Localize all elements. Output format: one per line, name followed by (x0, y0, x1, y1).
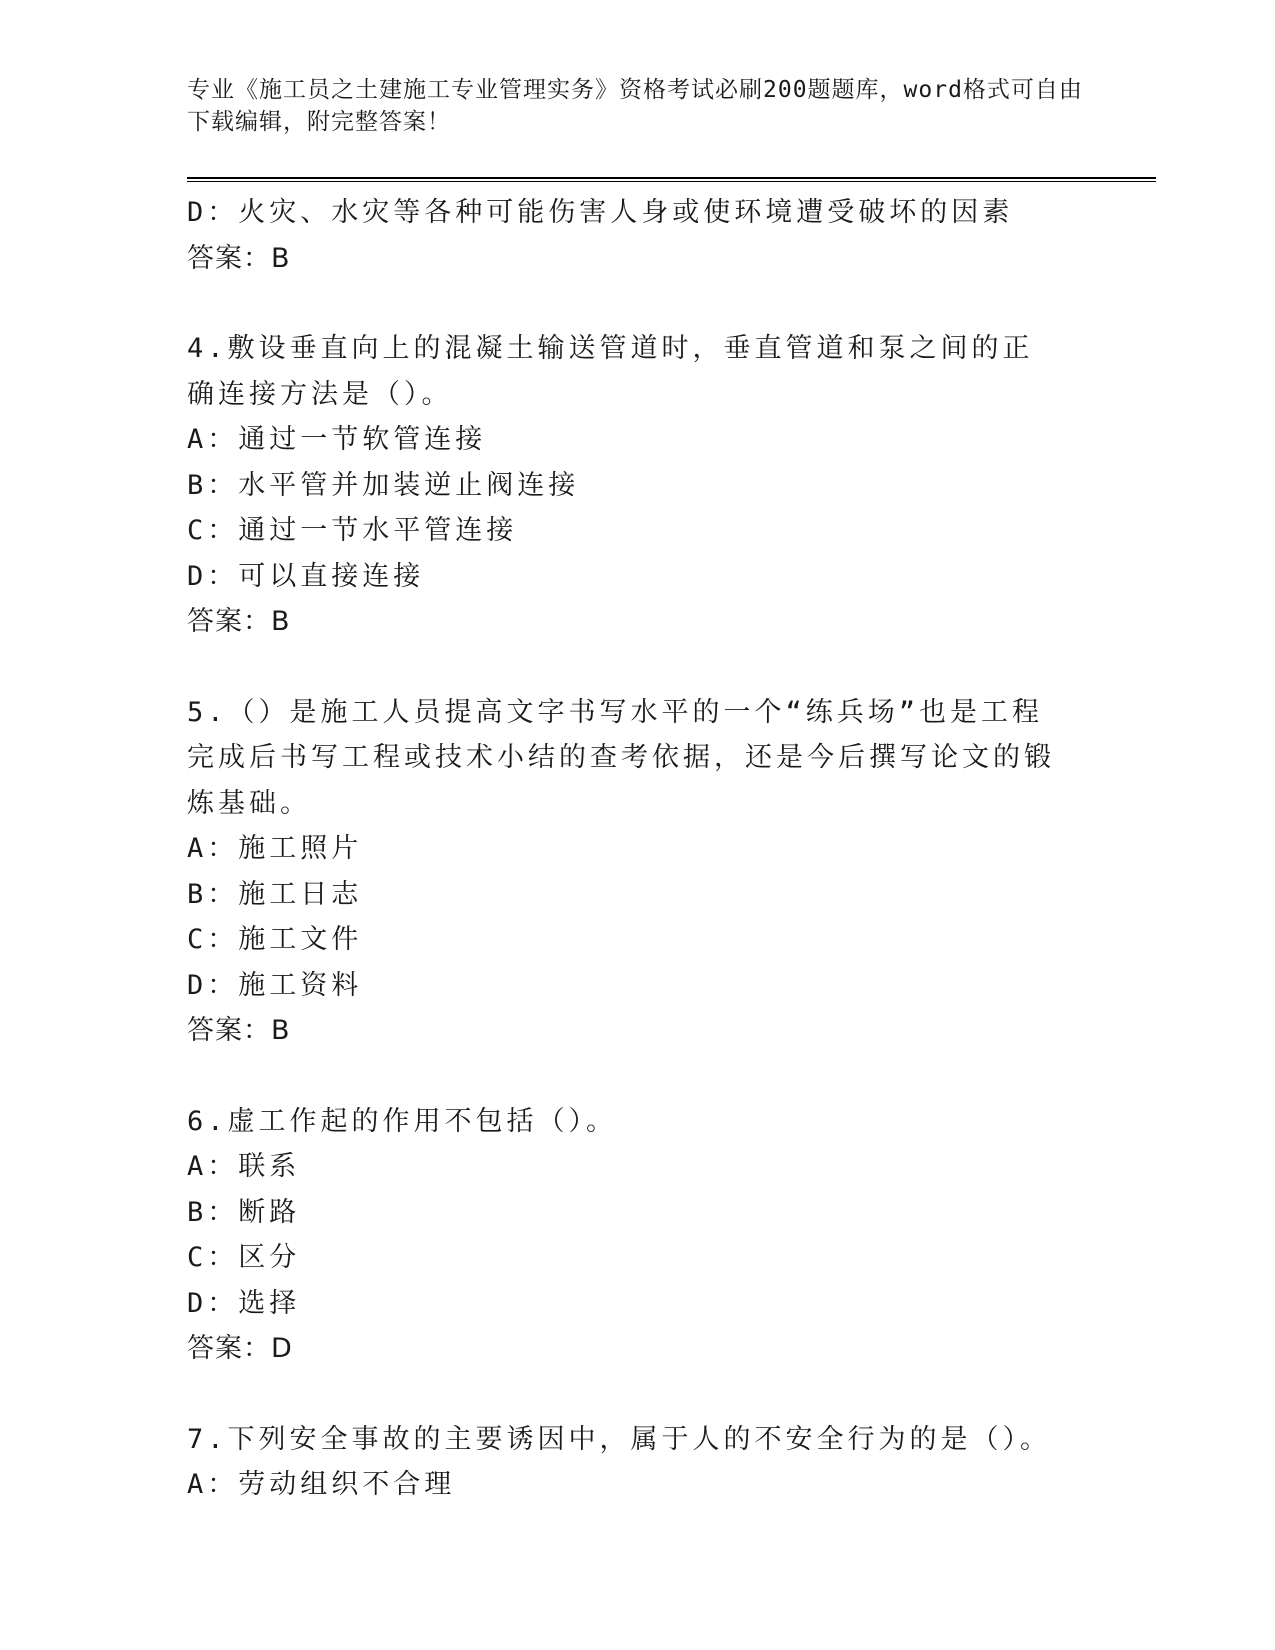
spacer (187, 1054, 1087, 1099)
question-6 (187, 1099, 1087, 1372)
question-7 (187, 1417, 1087, 1508)
option-c: C：施工文件 (187, 924, 363, 955)
option-d: D：火灾、水灾等各种可能伤害人身或使环境遭受破坏的因素 (187, 197, 1014, 228)
answer-label: 答案：B (187, 606, 291, 637)
option-b: B：断路 (187, 1196, 301, 1228)
option-b: B：施工日志 (187, 878, 363, 910)
answer-label: 答案：B (187, 242, 291, 274)
option-a: A：通过一节软管连接 (187, 424, 487, 455)
question-stem: 4.敷设垂直向上的混凝土输送管道时，垂直管道和泵之间的正确连接方法是（）。 (187, 333, 1034, 410)
question-5 (187, 690, 1087, 1054)
option-b: B：水平管并加装逆止阀连接 (187, 469, 580, 501)
header-title: 专业《施工员之土建施工专业管理实务》资格考试必刷200题题库，word格式可自由下载编辑，附完整答案！ (187, 77, 1083, 135)
option-d: D：施工资料 (187, 969, 363, 1001)
spacer (187, 281, 1087, 326)
question-stem: 7.下列安全事故的主要诱因中，属于人的不安全行为的是（）。 (187, 1423, 1052, 1455)
question-stem: 5.（）是施工人员提高文字书写水平的一个“练兵场”也是工程完成后书写工程或技术小结的查考依据，还是今后撰写论文的锻炼基础。 (187, 696, 1055, 819)
option-d: D：可以直接连接 (187, 560, 425, 592)
question-list (187, 190, 1087, 1508)
option-a: A：联系 (187, 1151, 301, 1182)
spacer (187, 645, 1087, 690)
option-c: C：通过一节水平管连接 (187, 515, 518, 546)
header-rule-thin (187, 181, 1156, 182)
question-3-partial (187, 190, 1087, 281)
question-stem: 6.虚工作起的作用不包括（）。 (187, 1105, 618, 1137)
option-a: A：劳动组织不合理 (187, 1469, 456, 1500)
document-header (187, 74, 1087, 138)
question-4 (187, 326, 1087, 645)
option-d: D：选择 (187, 1287, 301, 1319)
option-c: C：区分 (187, 1242, 301, 1273)
answer-label: 答案：D (187, 1333, 293, 1364)
spacer (187, 1372, 1087, 1417)
header-rule-thick (187, 177, 1156, 179)
answer-label: 答案：B (187, 1015, 291, 1046)
option-a: A：施工照片 (187, 833, 363, 864)
